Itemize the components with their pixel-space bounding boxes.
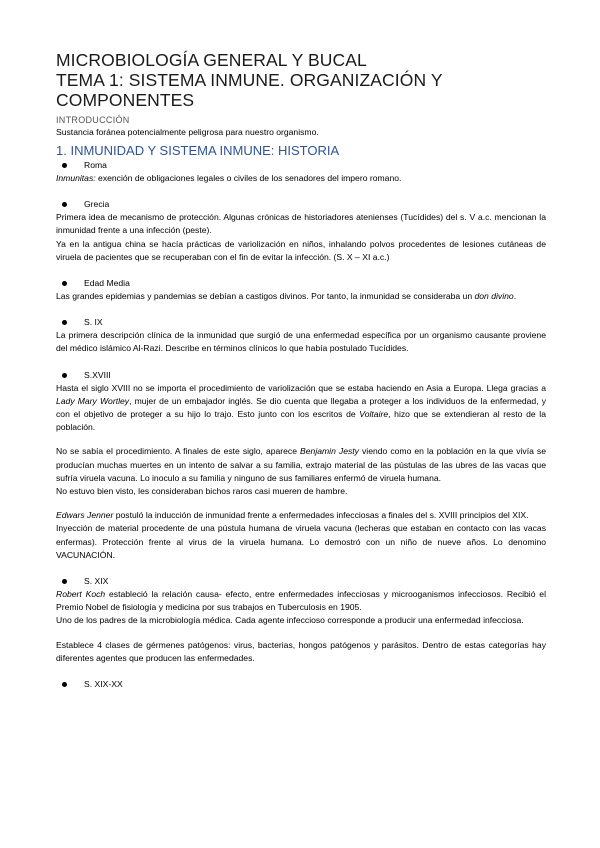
- bullet-label: S. IX: [84, 317, 103, 328]
- bullet-grecia: [56, 198, 546, 211]
- intro-label: INTRODUCCIÓN: [56, 115, 130, 125]
- bullet-label: Roma: [84, 160, 107, 170]
- bullet-s9: [56, 316, 546, 329]
- s19-paragraph-1: Robert Koch estableció la relación causa- efecto, entre enfermedades infecciosas y microoganismos infecciosos. Recibió el Premio Nobel de fisiología y medicina por sus trabajos en Tuberculosis en 1905.: [56, 589, 546, 613]
- bullet-label: S.XVIII: [84, 369, 111, 380]
- bullet-dot-icon: [62, 682, 67, 687]
- document-title: [56, 50, 546, 110]
- bullet-dot-icon: [62, 320, 67, 325]
- s9-paragraph: La primera descripción clínica de la inmunidad que surgió de una enfermedad específica por un organismo causante proviene del médico islámico Al-Razi. Describe en términos clínicos lo que había postulado Tucídides.: [56, 330, 546, 354]
- bullet-dot-icon: [62, 163, 67, 168]
- intro-text: Sustancia foránea potencialmente peligrosa para nuestro organismo.: [56, 127, 319, 137]
- bullet-label: Grecia: [84, 199, 110, 210]
- s18-paragraph-1: Hasta el siglo XVIII no se importa el procedimiento de variolización que se estaba haciendo en Asia a Europa. Llega gracias a Lady Mary Wortley, mujer de un embajador inglés. Se dio cuenta que llegaba a proteger a los individuos de la enfermedad, y con el objetivo de proteger a su hijo lo trajo. Esto junto con los escritos de Voltaire, hizo que se extendieran al resto de la población.: [56, 382, 546, 433]
- bullet-s19-20: [56, 678, 546, 691]
- s18-paragraph-4: Edwars Jenner postuló la inducción de inmunidad frente a enfermedades infecciosas a finales del s. XVIII principios del XIX.: [56, 510, 529, 521]
- document-content: [56, 50, 546, 691]
- don-divino-term: don divino: [474, 291, 514, 302]
- bullet-s18: [56, 369, 546, 382]
- bullet-edad-media: [56, 277, 546, 290]
- title-line-2: TEMA 1: SISTEMA INMUNE. ORGANIZACIÓN Y: [56, 70, 443, 90]
- bullet-s19: [56, 575, 546, 588]
- grecia-paragraph-2: Ya en la antigua china se hacía prácticas de variolización en niños, inhalando polvos procedentes de lesiones cutáneas de viruela de pacientes que se recuperaban con el fin de evitar la infección. (S. X – XI a.c.): [56, 238, 546, 262]
- title-line-3: COMPONENTES: [56, 90, 195, 110]
- bullet-dot-icon: [62, 579, 67, 584]
- title-line-1: MICROBIOLOGÍA GENERAL Y BUCAL: [56, 50, 367, 70]
- bullet-label: S. XIX-XX: [84, 679, 123, 690]
- grecia-paragraph-1: Primera idea de mecanismo de protección. Algunas crónicas de historiadores atenienses (Tucídides) del s. V a.c. mencionan la inmunidad frente a una infección (peste).: [56, 212, 546, 236]
- s19-paragraph-2: Uno de los padres de la microbiología médica. Cada agente infeccioso corresponde a producir una enfermedad infecciosa.: [56, 615, 524, 626]
- edad-media-paragraph: Las grandes epidemias y pandemias se debían a castigos divinos. Por tanto, la inmunidad se consideraba un don divino.: [56, 291, 517, 302]
- roma-paragraph: Inmunitas: exención de obligaciones legales o civiles de los senadores del impero romano.: [56, 173, 402, 183]
- s19-paragraph-3: Establece 4 clases de gérmenes patógenos: virus, bacterias, hongos patógenos y parásitos. Dentro de estas categorías hay diferentes agentes que producen las enfermedades.: [56, 639, 546, 663]
- s18-paragraph-5: Inyección de material procedente de una pústula humana de viruela vacuna (lecheras que estaban en contacto con las vacas enfermas). Protección frente al virus de la viruela humana. Lo demostró con un niño de nueve años. Lo denomino VACUNACIÓN.: [56, 523, 546, 560]
- section-1-heading: 1. INMUNIDAD Y SISTEMA INMUNE: HISTORIA: [56, 143, 340, 158]
- bullet-roma: [56, 159, 546, 172]
- bullet-dot-icon: [62, 202, 67, 207]
- bullet-label: Edad Media: [84, 278, 130, 289]
- s18-paragraph-2: No se sabía el procedimiento. A finales de este siglo, aparece Benjamin Jesty viendo como en la población en la que vivía se producían muchas muertes en un intento de salvar a su familia, extrajo material de las pústulas de las ubres de las vacas que sufría viruela vacuna. Lo inoculo a su familia y ninguno de sus familiares enfermó de viruela humana.: [56, 446, 546, 483]
- roma-term: Inmunitas:: [56, 173, 96, 183]
- bullet-label: S. XIX: [84, 576, 109, 587]
- bullet-dot-icon: [62, 373, 67, 378]
- s18-paragraph-3: No estuvo bien visto, les consideraban bichos raros casi mueren de hambre.: [56, 486, 348, 497]
- bullet-dot-icon: [62, 281, 67, 286]
